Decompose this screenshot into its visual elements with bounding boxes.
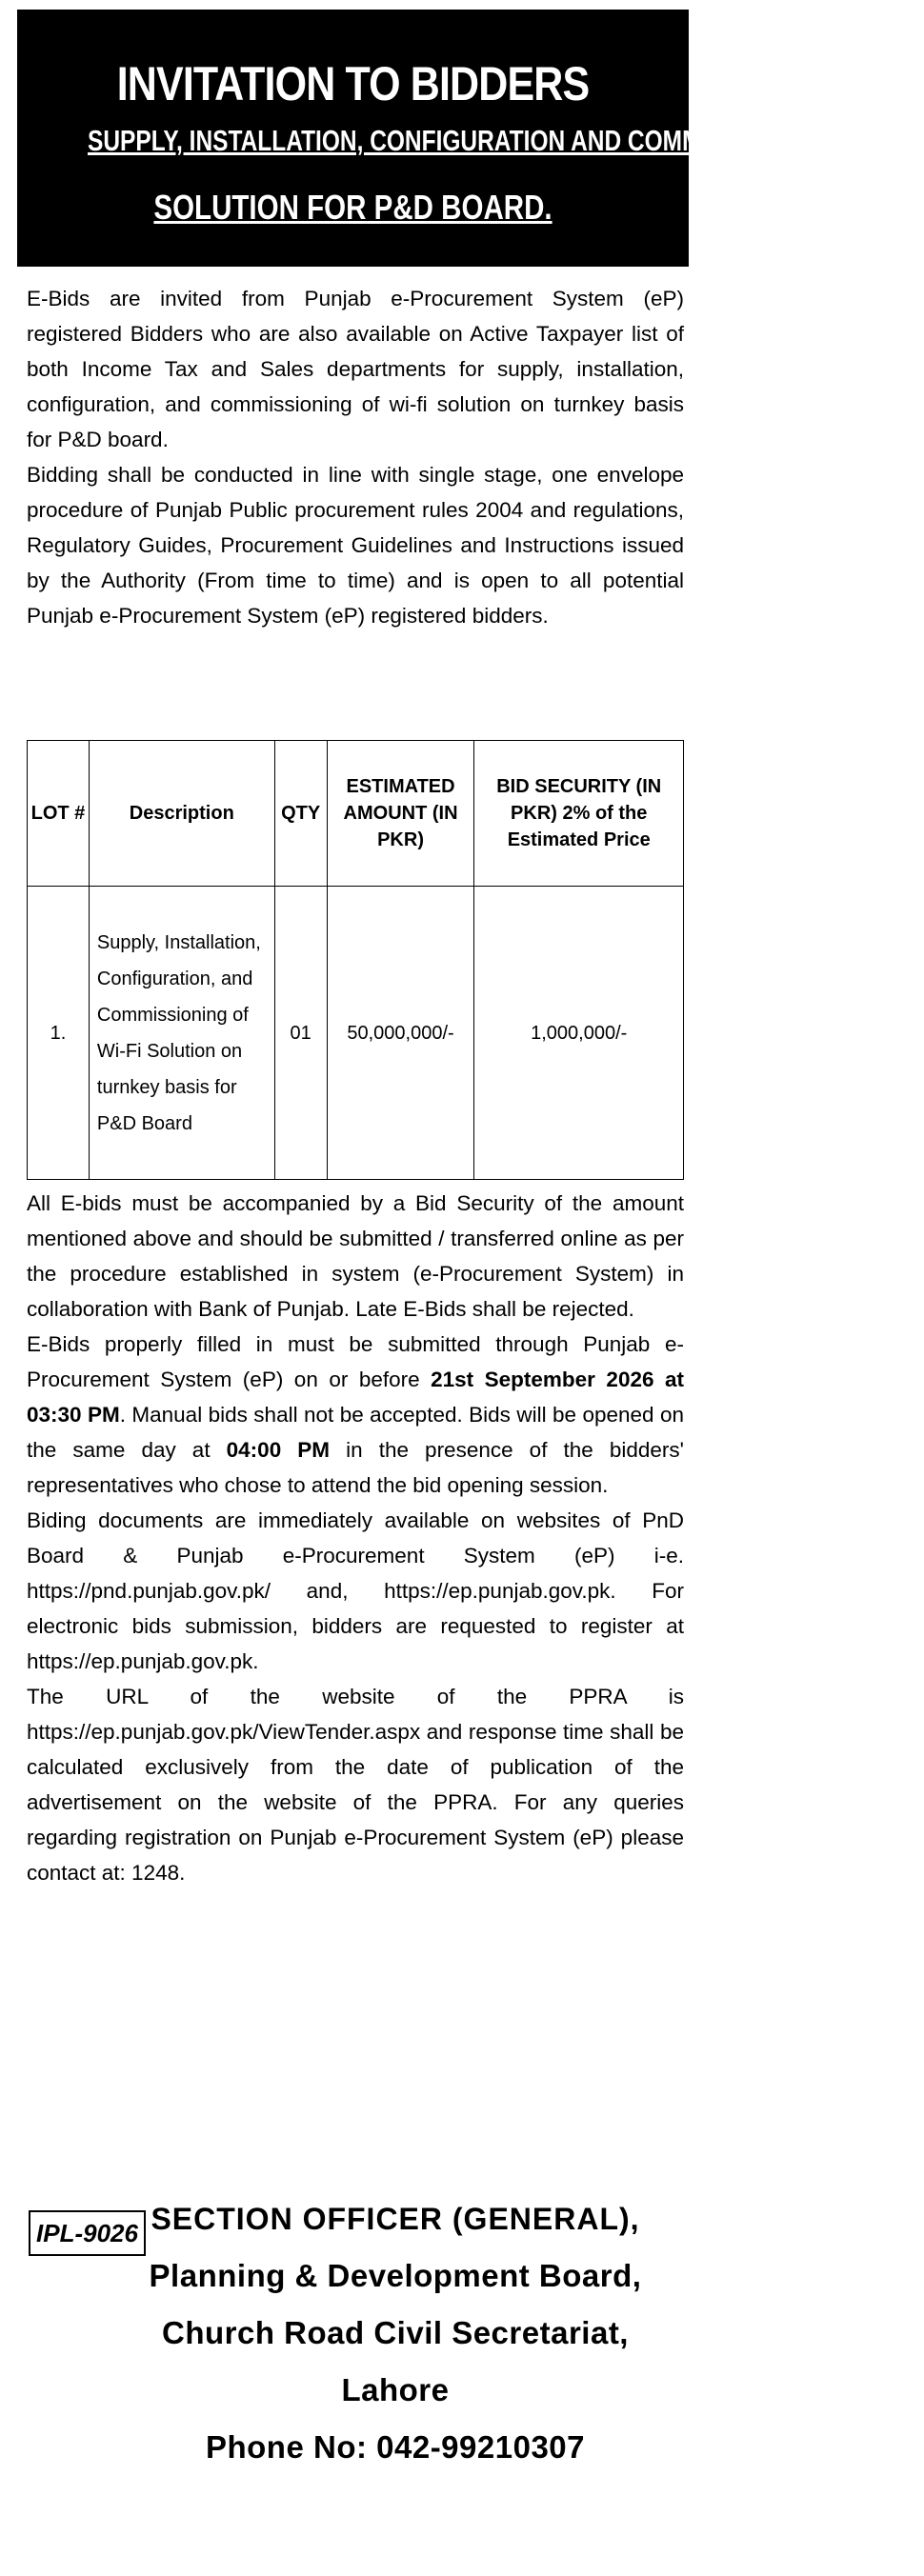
table-row [28, 887, 684, 1180]
terms-p2-text-c: in the presence of the bidders' representatives who chose to attend the bid opening session. [27, 1438, 684, 1497]
col-header-estimated-amount: ESTIMATED AMOUNT (IN PKR) [327, 741, 474, 887]
col-header-description: Description [89, 741, 274, 887]
col-header-lot: LOT # [28, 741, 90, 887]
office-address: Church Road Civil Secretariat, Lahore [162, 2315, 629, 2407]
intro-paragraph-1: E-Bids are invited from Punjab e-Procurement System (eP) registered Bidders who are also available on Active Taxpayer list of both Income Tax and Sales departments for supply, installation, configuration, and commissioning of wi-fi solution on turnkey basis for P&D board. [27, 287, 684, 451]
notice-title: INVITATION TO BIDDERS [116, 57, 590, 110]
terms-paragraph-3: Biding documents are immediately available on websites of PnD Board & Punjab e-Procurement System (eP) i-e. https://pnd.punjab.gov.pk/ and, https://ep.punjab.gov.pk. For electronic bids submission, bidders are requested to register at https://ep.punjab.gov.pk. [27, 1508, 684, 1673]
notice-subtitle-line1: SUPPLY, INSTALLATION, CONFIGURATION AND COMMISSIONING OF WI-FI [88, 124, 924, 157]
bid-lot-table [27, 740, 684, 1180]
opening-time: 04:00 PM [226, 1438, 331, 1462]
col-header-bid-security: BID SECURITY (IN PKR) 2% of the Estimated Price [474, 741, 684, 887]
cell-bid-security: 1,000,000/- [474, 887, 684, 1180]
signatory-title: SECTION OFFICER (GENERAL), [151, 2202, 640, 2236]
deadline-date: 21st September 2026 at 03:30 PM [27, 1368, 684, 1427]
cell-estimated-amount: 50,000,000/- [327, 887, 474, 1180]
terms-paragraph-4: The URL of the website of the PPRA is https://ep.punjab.gov.pk/ViewTender.aspx and response time shall be calculated exclusively from the date of publication of the advertisement on the website of the PPRA. For any queries regarding registration on Punjab e-Procurement System (eP) please contact at: 1248. [27, 1685, 684, 1885]
ipl-code-box: IPL-9026 [29, 2210, 146, 2256]
terms-p2-text-a: E-Bids properly filled in must be submitted through Punjab e-Procurement System (eP) on or before [27, 1332, 684, 1391]
intro-paragraph-2: Bidding shall be conducted in line with single stage, one envelope procedure of Punjab Public procurement rules 2004 and regulations, Regulatory Guides, Procurement Guidelines and Instructions issued by the Authority (From time to time) and is open to all potential Punjab e-Procurement System (eP) registered bidders. [27, 463, 684, 628]
cell-qty: 01 [274, 887, 327, 1180]
terms-p2-text-b: . Manual bids shall not be accepted. Bids will be opened on the same day at [27, 1403, 684, 1462]
signature-block [105, 2190, 686, 2476]
department-name: Planning & Development Board, [149, 2258, 642, 2293]
phone-number: Phone No: 042-99210307 [205, 2429, 586, 2465]
table-header-row [28, 741, 684, 887]
col-header-qty: QTY [274, 741, 327, 887]
terms-paragraph-1: All E-bids must be accompanied by a Bid Security of the amount mentioned above and should be submitted / transferred online as per the procedure established in system (e-Procurement System) in collaboration with Bank of Punjab. Late E-Bids shall be rejected. [27, 1191, 684, 1321]
terms-section [27, 1186, 684, 1890]
notice-subtitle-line2: SOLUTION FOR P&D BOARD. [153, 188, 552, 227]
notice-header [17, 10, 924, 267]
terms-paragraph-2 [27, 1327, 684, 1503]
cell-lot: 1. [28, 887, 90, 1180]
cell-description: Supply, Installation, Configuration, and Commissioning of Wi-Fi Solution on turnkey basis for P&D Board [89, 887, 274, 1180]
intro-section [27, 281, 684, 633]
